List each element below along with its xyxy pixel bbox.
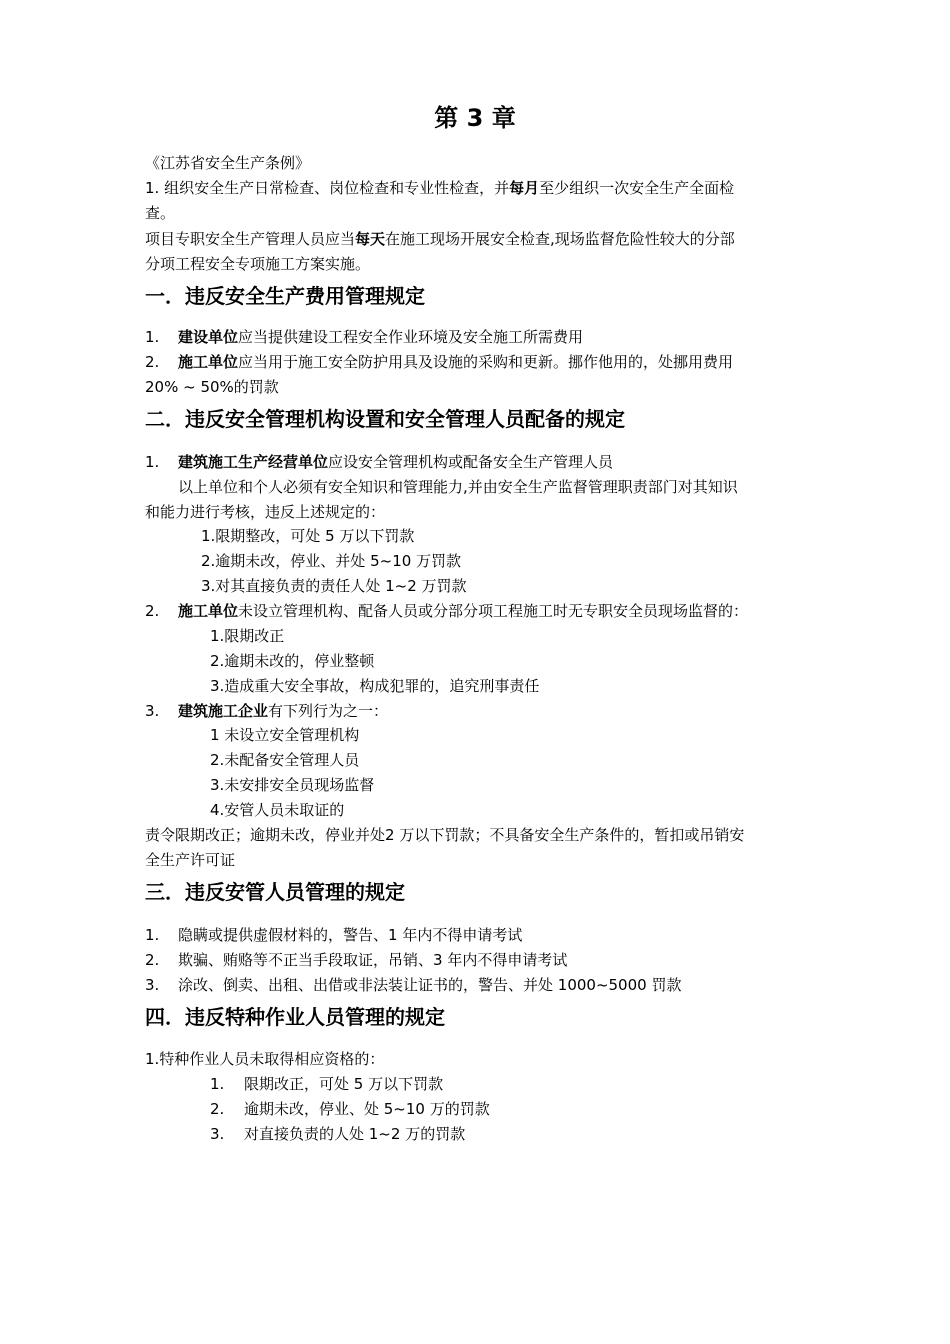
paragraph: 1.特种作业人员未取得相应资格的： bbox=[145, 1050, 385, 1068]
intro-paragraph-1: 1. 组织安全生产日常检查、岗位检查和专业性检查，并每月至少组织一次安全生产全面检 bbox=[145, 179, 735, 197]
paragraph: 以上单位和个人必须有安全知识和管理能力,并由安全生产监督管理职责部门对其知识 bbox=[178, 478, 738, 496]
list-item: 2. 施工单位未设立管理机构、配备人员或分部分项工程施工时无专职安全员现场监督的： bbox=[145, 602, 749, 620]
sub-item: 1. 限期改正，可处 5 万以下罚款 bbox=[210, 1075, 444, 1093]
sub-item: 3.对其直接负责的责任人处 1~2 万罚款 bbox=[201, 577, 467, 595]
list-item: 2. 欺骗、贿赂等不正当手段取证，吊销、3 年内不得申请考试 bbox=[145, 951, 568, 969]
sub-item: 2. 逾期未改，停业、处 5~10 万的罚款 bbox=[210, 1100, 490, 1118]
paragraph-cont: 全生产许可证 bbox=[145, 851, 236, 869]
sub-item: 3.未安排安全员现场监督 bbox=[210, 776, 375, 794]
emphasis-monthly: 每月 bbox=[509, 179, 540, 197]
section-3-heading: 三．违反安管人员管理的规定 bbox=[145, 880, 405, 904]
sub-item: 2.逾期未改的，停业整顿 bbox=[210, 652, 375, 670]
list-item: 1. 建筑施工生产经营单位应设安全管理机构或配备安全生产管理人员 bbox=[145, 453, 614, 471]
section-4-heading: 四．违反特种作业人员管理的规定 bbox=[145, 1005, 445, 1029]
list-item-cont: 20% ~ 50%的罚款 bbox=[145, 378, 279, 396]
paragraph: 责令限期改正；逾期未改，停业并处2 万以下罚款；不具备安全生产条件的，暂扣或吊销安 bbox=[145, 826, 745, 844]
sub-item: 3.造成重大安全事故，构成犯罪的，追究刑事责任 bbox=[210, 677, 540, 695]
section-1-heading: 一．违反安全生产费用管理规定 bbox=[145, 284, 425, 308]
section-2-heading: 二．违反安全管理机构设置和安全管理人员配备的规定 bbox=[145, 407, 625, 431]
regulation-source: 《江苏省安全生产条例》 bbox=[145, 154, 311, 172]
list-item: 3. 建筑施工企业有下列行为之一： bbox=[145, 702, 389, 720]
sub-item: 1.限期整改，可处 5 万以下罚款 bbox=[201, 527, 415, 545]
sub-item: 3. 对直接负责的人处 1~2 万的罚款 bbox=[210, 1125, 466, 1143]
sub-item: 4.安管人员未取证的 bbox=[210, 801, 345, 819]
list-item: 1. 建设单位应当提供建设工程安全作业环境及安全施工所需费用 bbox=[145, 328, 584, 346]
sub-item: 1.限期改正 bbox=[210, 627, 285, 645]
sub-item: 2.未配备安全管理人员 bbox=[210, 751, 360, 769]
list-item: 2. 施工单位应当用于施工安全防护用具及设施的采购和更新。挪作他用的，处挪用费用 bbox=[145, 353, 734, 371]
intro-paragraph-2-cont: 分项工程安全专项施工方案实施。 bbox=[145, 255, 371, 273]
sub-item: 1 未设立安全管理机构 bbox=[210, 726, 360, 744]
emphasis-daily: 每天 bbox=[355, 230, 386, 248]
intro-paragraph-1-cont: 查。 bbox=[145, 204, 176, 222]
paragraph-cont: 和能力进行考核，违反上述规定的： bbox=[145, 503, 386, 521]
sub-item: 2.逾期未改，停业、并处 5~10 万罚款 bbox=[201, 552, 462, 570]
chapter-title: 第 3 章 bbox=[434, 104, 516, 132]
intro-paragraph-2: 项目专职安全生产管理人员应当每天在施工现场开展安全检查,现场监督危险性较大的分部 bbox=[145, 230, 735, 248]
list-item: 1. 隐瞒或提供虚假材料的，警告、1 年内不得申请考试 bbox=[145, 926, 523, 944]
list-item: 3. 涂改、倒卖、出租、出借或非法装让证书的，警告、并处 1000~5000 罚款 bbox=[145, 976, 682, 994]
